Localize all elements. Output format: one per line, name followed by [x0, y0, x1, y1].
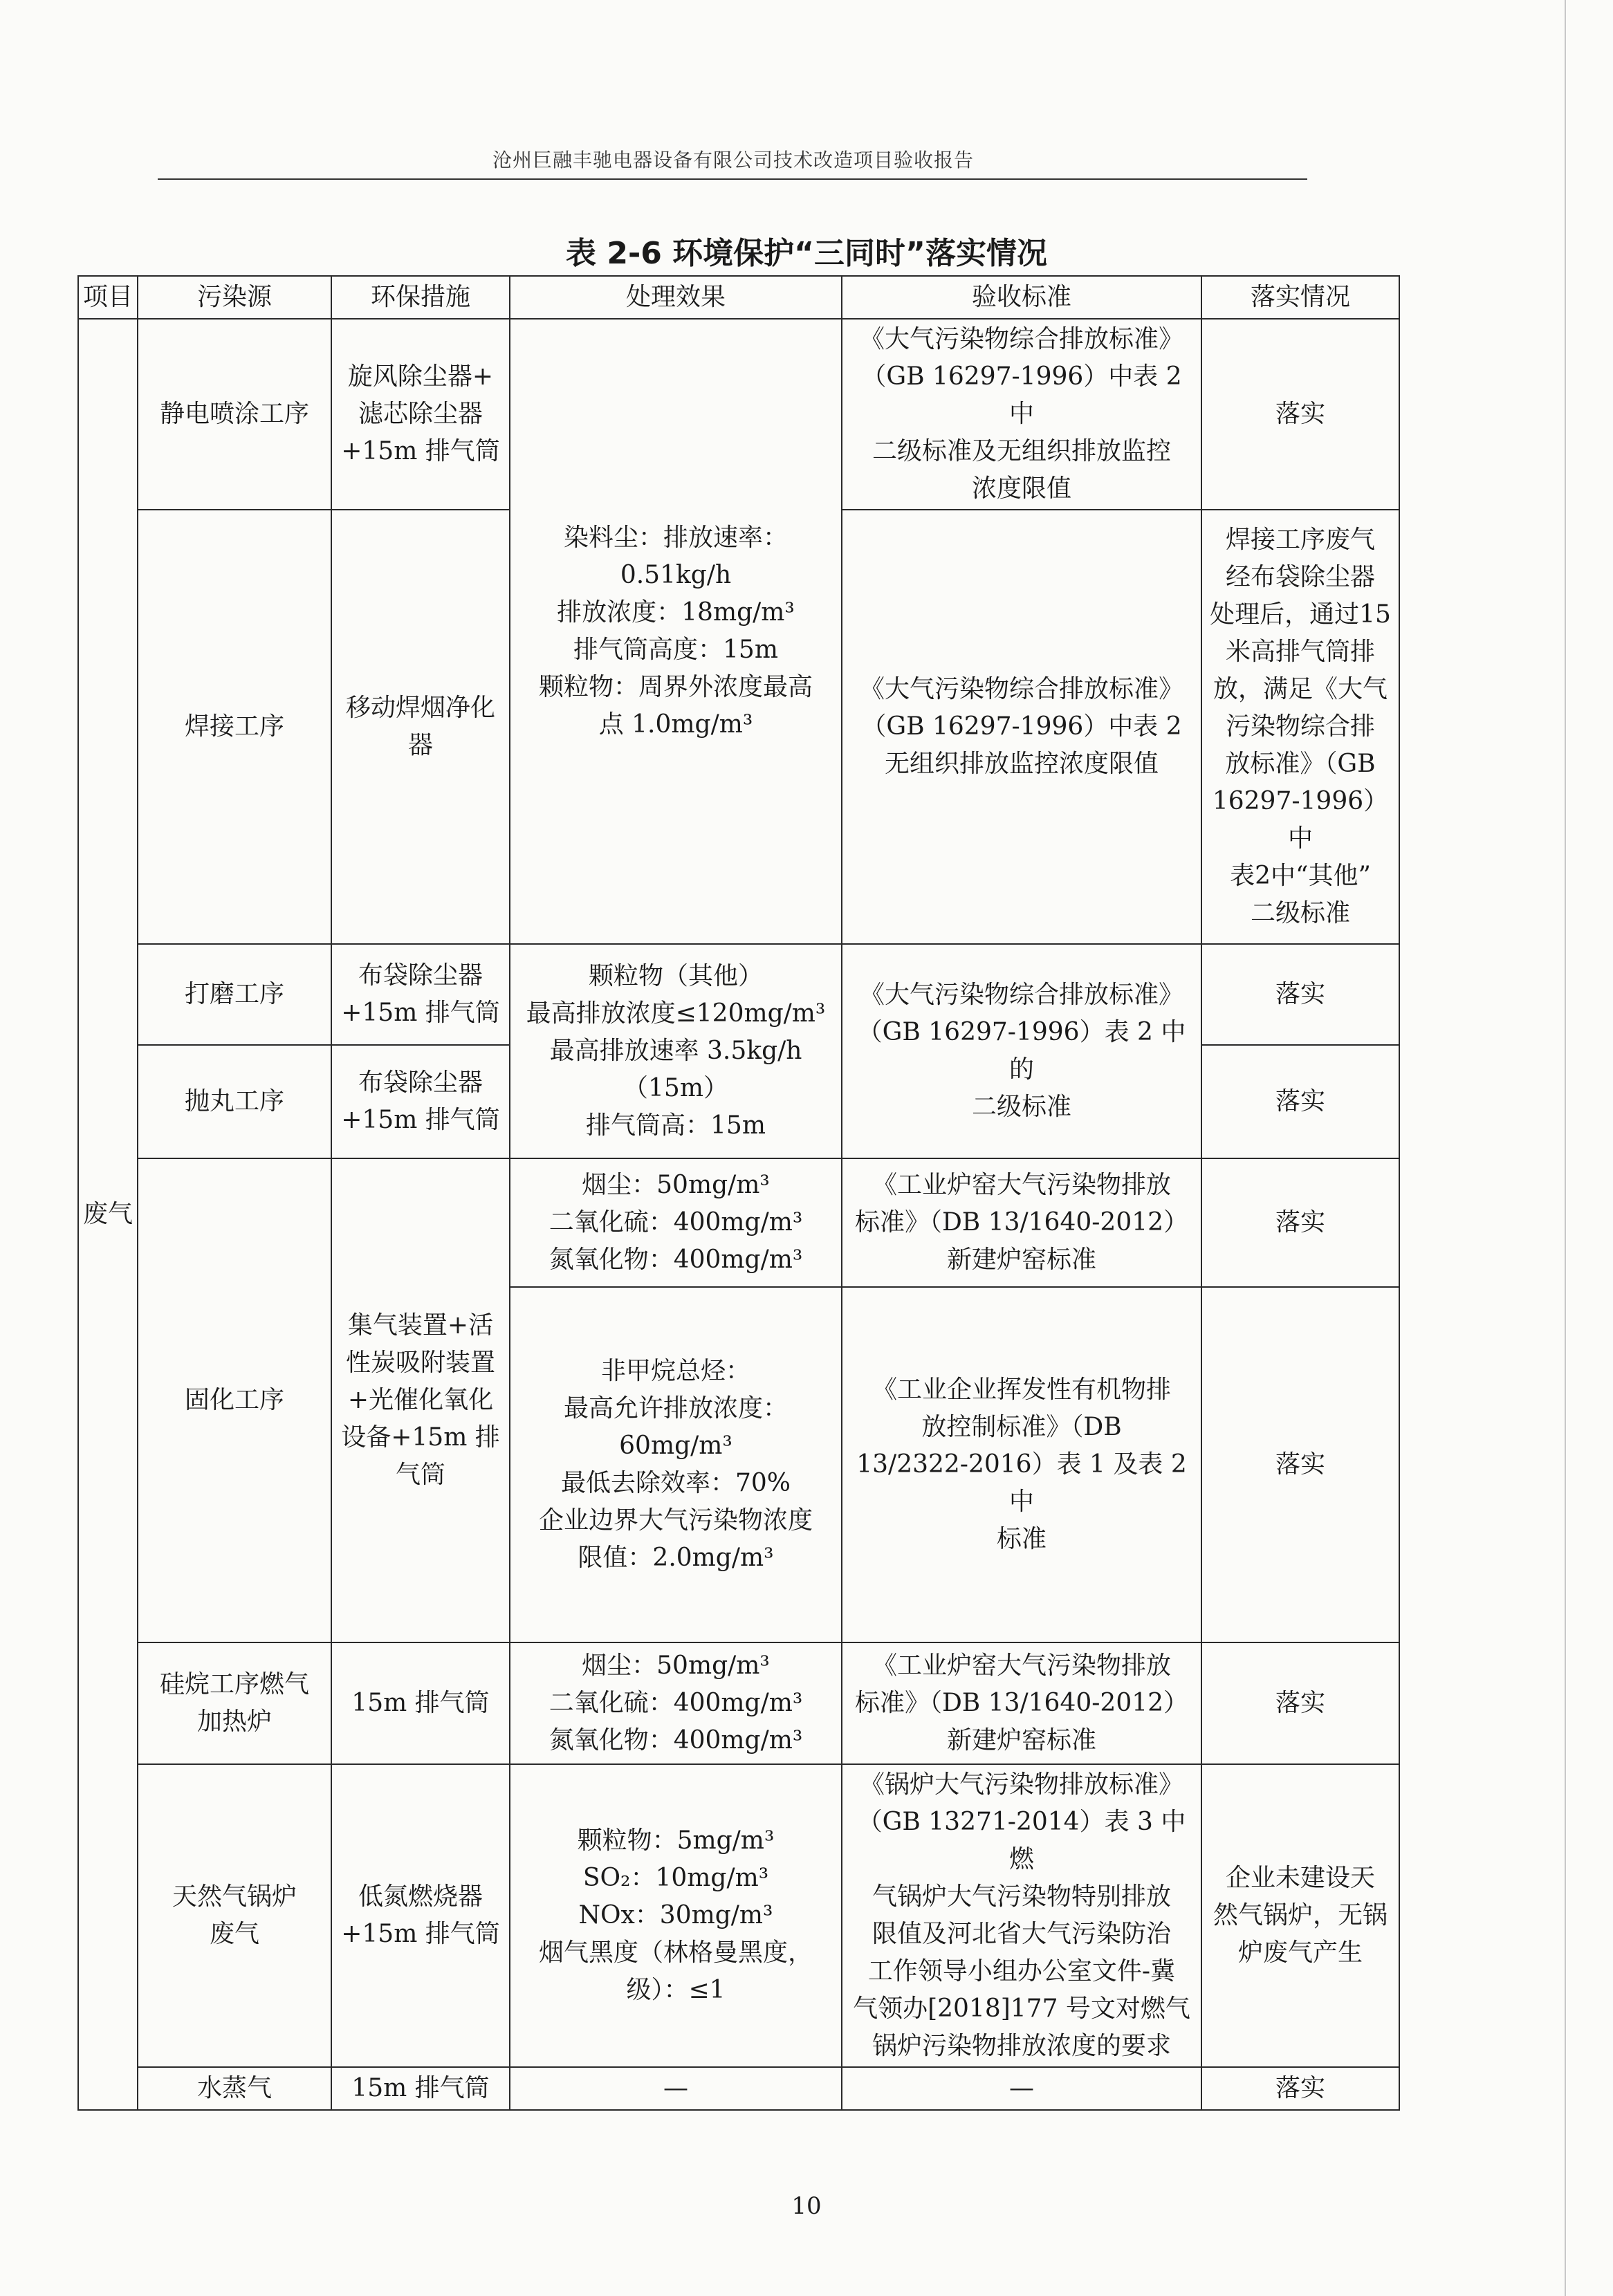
table-row: [78, 1158, 1399, 1287]
col-header-standard: 验收标准: [842, 276, 1201, 319]
status-cell: 落实: [1201, 1642, 1399, 1764]
effect-cell: 颗粒物：5mg/m³ SO₂：10mg/m³ NOx：30mg/m³ 烟气黑度（林格曼黑度， 级）：≤1: [510, 1764, 842, 2067]
table-title: 表 2-6 环境保护“三同时”落实情况: [566, 236, 1047, 271]
right-margin-line: [1565, 0, 1566, 2296]
source-cell: 抛丸工序: [138, 1045, 331, 1158]
standard-cell: 《大气污染物综合排放标准》 （GB 16297-1996）表 2 中的 二级标准: [842, 944, 1201, 1158]
source-cell: 打磨工序: [138, 944, 331, 1045]
col-header-effect: 处理效果: [510, 276, 842, 319]
category-cell: 废气: [78, 319, 138, 2110]
table-header-row: [78, 276, 1399, 319]
table-row: [78, 2067, 1399, 2110]
measure-cell: 15m 排气筒: [331, 2067, 510, 2110]
measure-cell: 15m 排气筒: [331, 1642, 510, 1764]
source-cell: 焊接工序: [138, 510, 331, 944]
measure-cell: 布袋除尘器 +15m 排气筒: [331, 944, 510, 1045]
col-header-source: 污染源: [138, 276, 331, 319]
status-cell: 落实: [1201, 319, 1399, 510]
measure-cell: 低氮燃烧器 +15m 排气筒: [331, 1764, 510, 2067]
effect-cell: 非甲烷总烃： 最高允许排放浓度： 60mg/m³ 最低去除效率：70% 企业边界大气污染物浓度 限值：2.0mg/m³: [510, 1287, 842, 1642]
effect-cell: 烟尘：50mg/m³ 二氧化硫：400mg/m³ 氮氧化物：400mg/m³: [510, 1642, 842, 1764]
page-header: 沧州巨融丰驰电器设备有限公司技术改造项目验收报告: [492, 149, 974, 172]
col-header-category: 项目: [78, 276, 138, 319]
status-cell: 落实: [1201, 1287, 1399, 1642]
col-header-measure: 环保措施: [331, 276, 510, 319]
standard-cell: 《锅炉大气污染物排放标准》 （GB 13271-2014）表 3 中燃 气锅炉大气污染物特别排放 限值及河北省大气污染防治 工作领导小组办公室文件-冀 气领办[2018]177 号文对燃气 锅炉污染物排放浓度的要求: [842, 1764, 1201, 2067]
measure-cell: 布袋除尘器 +15m 排气筒: [331, 1045, 510, 1158]
status-cell: 落实: [1201, 2067, 1399, 2110]
standard-cell: —: [842, 2067, 1201, 2110]
status-cell: 落实: [1201, 1045, 1399, 1158]
source-cell: 水蒸气: [138, 2067, 331, 2110]
effect-cell: 染料尘：排放速率： 0.51kg/h 排放浓度：18mg/m³ 排气筒高度：15m 颗粒物：周界外浓度最高 点 1.0mg/m³: [510, 319, 842, 944]
standard-cell: 《大气污染物综合排放标准》 （GB 16297-1996）中表 2 无组织排放监控浓度限值: [842, 510, 1201, 944]
table-row: [78, 1764, 1399, 2067]
source-cell: 静电喷涂工序: [138, 319, 331, 510]
effect-cell: 颗粒物（其他） 最高排放浓度≤120mg/m³ 最高排放速率 3.5kg/h （15m） 排气筒高：15m: [510, 944, 842, 1158]
table-row: [78, 319, 1399, 510]
measure-cell: 集气装置+活 性炭吸附装置 +光催化氧化 设备+15m 排 气筒: [331, 1158, 510, 1642]
source-cell: 固化工序: [138, 1158, 331, 1642]
source-cell: 硅烷工序燃气 加热炉: [138, 1642, 331, 1764]
effect-cell: 烟尘：50mg/m³ 二氧化硫：400mg/m³ 氮氧化物：400mg/m³: [510, 1158, 842, 1287]
page-number: 10: [791, 2192, 822, 2220]
standard-cell: 《工业炉窑大气污染物排放 标准》（DB 13/1640-2012） 新建炉窑标准: [842, 1642, 1201, 1764]
standard-cell: 《工业企业挥发性有机物排 放控制标准》（DB 13/2322-2016）表 1 及表 2 中 标准: [842, 1287, 1201, 1642]
standard-cell: 《工业炉窑大气污染物排放 标准》（DB 13/1640-2012） 新建炉窑标准: [842, 1158, 1201, 1287]
effect-cell: —: [510, 2067, 842, 2110]
table-row: [78, 944, 1399, 1045]
measure-cell: 移动焊烟净化 器: [331, 510, 510, 944]
status-cell: 焊接工序废气 经布袋除尘器 处理后，通过15 米高排气筒排 放，满足《大气 污染物综合排 放标准》（GB 16297-1996）中 表2中“其他” 二级标准: [1201, 510, 1399, 944]
header-rule: [158, 178, 1307, 180]
col-header-status: 落实情况: [1201, 276, 1399, 319]
source-cell: 天然气锅炉 废气: [138, 1764, 331, 2067]
table-row: [78, 1642, 1399, 1764]
standard-cell: 《大气污染物综合排放标准》 （GB 16297-1996）中表 2 中 二级标准及无组织排放监控 浓度限值: [842, 319, 1201, 510]
status-cell: 企业未建设天 然气锅炉，无锅 炉废气产生: [1201, 1764, 1399, 2067]
measure-cell: 旋风除尘器+ 滤芯除尘器 +15m 排气筒: [331, 319, 510, 510]
status-cell: 落实: [1201, 944, 1399, 1045]
status-cell: 落实: [1201, 1158, 1399, 1287]
compliance-table: [77, 275, 1400, 2111]
